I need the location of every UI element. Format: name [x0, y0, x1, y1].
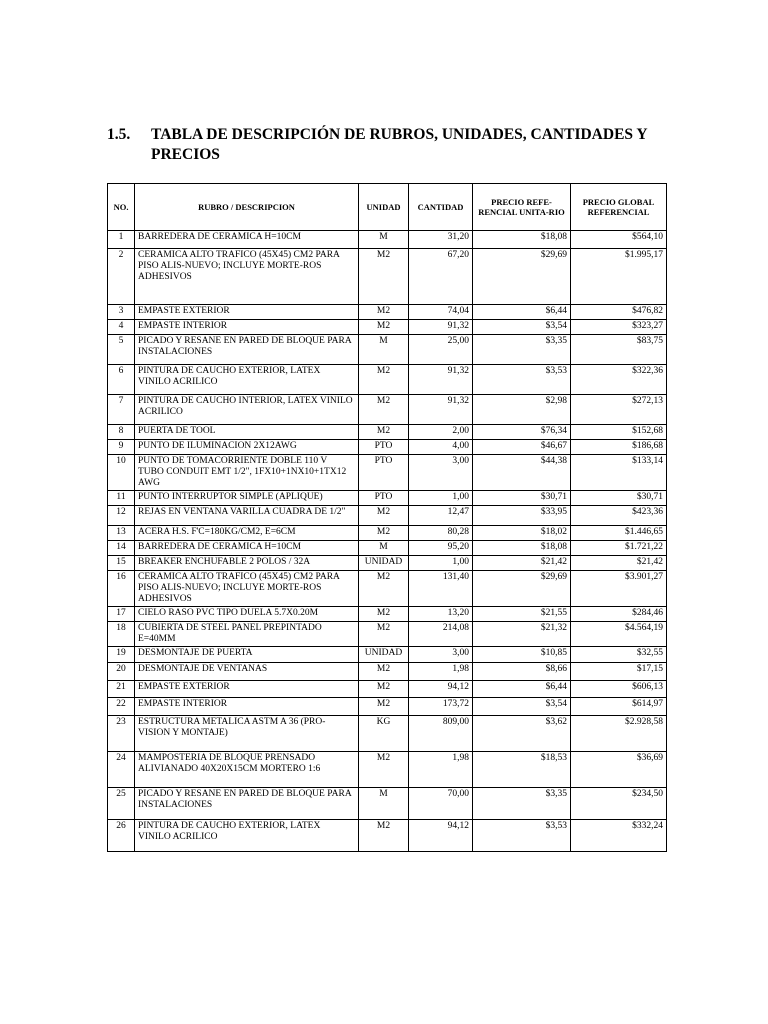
total-price-cell: $17,15 — [571, 663, 667, 681]
unit-cell: M2 — [359, 681, 409, 698]
total-price-cell: $272,13 — [571, 395, 667, 425]
total-price-cell: $322,36 — [571, 365, 667, 395]
unit-cell: UNIDAD — [359, 647, 409, 663]
rubro-description: EMPASTE EXTERIOR — [135, 681, 359, 698]
total-price-cell: $614,97 — [571, 698, 667, 716]
unit-cell: M2 — [359, 249, 409, 305]
rubro-description: DESMONTAJE DE PUERTA — [135, 647, 359, 663]
unit-price-cell: $3,54 — [473, 320, 571, 335]
total-price-cell: $21,42 — [571, 556, 667, 571]
unit-price-cell: $44,38 — [473, 455, 571, 491]
unit-price-cell: $29,69 — [473, 571, 571, 607]
total-price-cell: $284,46 — [571, 607, 667, 622]
row-number: 2 — [108, 249, 135, 305]
total-price-cell: $564,10 — [571, 231, 667, 249]
table-row — [108, 752, 667, 788]
total-price-cell: $133,14 — [571, 455, 667, 491]
quantity-cell: 1,00 — [409, 556, 473, 571]
table-row — [108, 788, 667, 820]
rubro-description: BARREDERA DE CERAMICA H=10CM — [135, 541, 359, 556]
header-unidad: UNIDAD — [359, 184, 409, 231]
total-price-cell: $476,82 — [571, 305, 667, 320]
unit-cell: UNIDAD — [359, 556, 409, 571]
rubro-description: DESMONTAJE DE VENTANAS — [135, 663, 359, 681]
quantity-cell: 94,12 — [409, 820, 473, 852]
table-row — [108, 231, 667, 249]
rubro-description: MAMPOSTERIA DE BLOQUE PRENSADO ALIVIANADO 40X20X15CM MORTERO 1:6 — [135, 752, 359, 788]
row-number: 16 — [108, 571, 135, 607]
unit-cell: M — [359, 335, 409, 365]
unit-price-cell: $33,95 — [473, 506, 571, 526]
table-row — [108, 455, 667, 491]
row-number: 21 — [108, 681, 135, 698]
total-price-cell: $332,24 — [571, 820, 667, 852]
total-price-cell: $1.721,22 — [571, 541, 667, 556]
rubro-description: PINTURA DE CAUCHO EXTERIOR, LATEX VINILO ACRILICO — [135, 365, 359, 395]
table-row — [108, 249, 667, 305]
row-number: 3 — [108, 305, 135, 320]
unit-price-cell: $2,98 — [473, 395, 571, 425]
quantity-cell: 131,40 — [409, 571, 473, 607]
quantity-cell: 91,32 — [409, 320, 473, 335]
quantity-cell: 1,00 — [409, 491, 473, 506]
rubro-description: CERAMICA ALTO TRAFICO (45X45) CM2 PARA PISO ALIS-NUEVO; INCLUYE MORTE-ROS ADHESIVOS — [135, 249, 359, 305]
rubro-description: PINTURA DE CAUCHO EXTERIOR, LATEX VINILO ACRILICO — [135, 820, 359, 852]
unit-price-cell: $3,53 — [473, 820, 571, 852]
row-number: 11 — [108, 491, 135, 506]
table-row — [108, 663, 667, 681]
table-row — [108, 506, 667, 526]
unit-price-cell: $18,53 — [473, 752, 571, 788]
unit-cell: M2 — [359, 320, 409, 335]
unit-price-cell: $3,35 — [473, 335, 571, 365]
rubro-description: ESTRUCTURA METALICA ASTM A 36 (PRO-VISION Y MONTAJE) — [135, 716, 359, 752]
quantity-cell: 94,12 — [409, 681, 473, 698]
quantity-cell: 809,00 — [409, 716, 473, 752]
quantity-cell: 12,47 — [409, 506, 473, 526]
quantity-cell: 13,20 — [409, 607, 473, 622]
quantity-cell: 4,00 — [409, 440, 473, 455]
table-body — [108, 231, 667, 852]
row-number: 19 — [108, 647, 135, 663]
rubro-description: PUERTA DE TOOL — [135, 425, 359, 440]
total-price-cell: $152,68 — [571, 425, 667, 440]
unit-cell: M2 — [359, 663, 409, 681]
unit-price-cell: $46,67 — [473, 440, 571, 455]
unit-price-cell: $30,71 — [473, 491, 571, 506]
quantity-cell: 91,32 — [409, 365, 473, 395]
table-row — [108, 622, 667, 647]
quantity-cell: 1,98 — [409, 752, 473, 788]
row-number: 8 — [108, 425, 135, 440]
quantity-cell: 173,72 — [409, 698, 473, 716]
unit-cell: M2 — [359, 752, 409, 788]
rubro-description: REJAS EN VENTANA VARILLA CUADRA DE 1/2" — [135, 506, 359, 526]
quantity-cell: 3,00 — [409, 455, 473, 491]
quantity-cell: 70,00 — [409, 788, 473, 820]
table-row — [108, 607, 667, 622]
quantity-cell: 31,20 — [409, 231, 473, 249]
row-number: 12 — [108, 506, 135, 526]
row-number: 18 — [108, 622, 135, 647]
row-number: 13 — [108, 526, 135, 541]
unit-price-cell: $3,53 — [473, 365, 571, 395]
unit-cell: M2 — [359, 526, 409, 541]
table-row — [108, 440, 667, 455]
row-number: 5 — [108, 335, 135, 365]
rubro-description: BREAKER ENCHUFABLE 2 POLOS / 32A — [135, 556, 359, 571]
quantity-cell: 91,32 — [409, 395, 473, 425]
unit-cell: M — [359, 231, 409, 249]
unit-price-cell: $18,02 — [473, 526, 571, 541]
table-row — [108, 681, 667, 698]
header-no: NO. — [108, 184, 135, 231]
unit-price-cell: $3,62 — [473, 716, 571, 752]
header-precio-global-referencial: PRECIO GLOBAL REFERENCIAL — [571, 184, 667, 231]
table-row — [108, 820, 667, 852]
unit-cell: M2 — [359, 425, 409, 440]
rubro-description: EMPASTE INTERIOR — [135, 698, 359, 716]
row-number: 25 — [108, 788, 135, 820]
row-number: 7 — [108, 395, 135, 425]
unit-price-cell: $6,44 — [473, 305, 571, 320]
rubro-description: PINTURA DE CAUCHO INTERIOR, LATEX VINILO ACRILICO — [135, 395, 359, 425]
quantity-cell: 95,20 — [409, 541, 473, 556]
rubro-description: EMPASTE INTERIOR — [135, 320, 359, 335]
unit-cell: M2 — [359, 622, 409, 647]
unit-cell: M2 — [359, 607, 409, 622]
row-number: 9 — [108, 440, 135, 455]
rubro-description: PUNTO INTERRUPTOR SIMPLE (APLIQUE) — [135, 491, 359, 506]
unit-cell: M2 — [359, 365, 409, 395]
table-row — [108, 335, 667, 365]
row-number: 4 — [108, 320, 135, 335]
header-cantidad: CANTIDAD — [409, 184, 473, 231]
unit-price-cell: $21,32 — [473, 622, 571, 647]
table-row — [108, 365, 667, 395]
section-number: 1.5. — [107, 126, 131, 143]
total-price-cell: $4.564,19 — [571, 622, 667, 647]
rubro-description: CUBIERTA DE STEEL PANEL PREPINTADO E=40MM — [135, 622, 359, 647]
quantity-cell: 3,00 — [409, 647, 473, 663]
unit-price-cell: $10,85 — [473, 647, 571, 663]
total-price-cell: $30,71 — [571, 491, 667, 506]
rubro-description: PUNTO DE TOMACORRIENTE DOBLE 110 V TUBO CONDUIT EMT 1/2", 1FX10+1NX10+1TX12 AWG — [135, 455, 359, 491]
row-number: 23 — [108, 716, 135, 752]
unit-cell: M2 — [359, 571, 409, 607]
unit-cell: M2 — [359, 698, 409, 716]
rubro-description: CIELO RASO PVC TIPO DUELA 5.7X0.20M — [135, 607, 359, 622]
table-row — [108, 526, 667, 541]
row-number: 24 — [108, 752, 135, 788]
table-row — [108, 320, 667, 335]
rubro-description: EMPASTE EXTERIOR — [135, 305, 359, 320]
total-price-cell: $234,50 — [571, 788, 667, 820]
quantity-cell: 74,04 — [409, 305, 473, 320]
total-price-cell: $323,27 — [571, 320, 667, 335]
table-row — [108, 541, 667, 556]
header-rubro: RUBRO / DESCRIPCION — [135, 184, 359, 231]
total-price-cell: $83,75 — [571, 335, 667, 365]
quantity-cell: 67,20 — [409, 249, 473, 305]
total-price-cell: $1.995,17 — [571, 249, 667, 305]
rubro-description: CERAMICA ALTO TRAFICO (45X45) CM2 PARA PISO ALIS-NUEVO; INCLUYE MORTE-ROS ADHESIVOS — [135, 571, 359, 607]
quantity-cell: 25,00 — [409, 335, 473, 365]
unit-price-cell: $3,54 — [473, 698, 571, 716]
unit-cell: PTO — [359, 491, 409, 506]
unit-cell: M2 — [359, 305, 409, 320]
table-row — [108, 698, 667, 716]
row-number: 1 — [108, 231, 135, 249]
table-row — [108, 425, 667, 440]
row-number: 14 — [108, 541, 135, 556]
unit-price-cell: $76,34 — [473, 425, 571, 440]
table-row — [108, 305, 667, 320]
table-header-row — [108, 184, 667, 231]
quantity-cell: 80,28 — [409, 526, 473, 541]
unit-cell: PTO — [359, 440, 409, 455]
table-row — [108, 647, 667, 663]
unit-cell: PTO — [359, 455, 409, 491]
rubro-description: PICADO Y RESANE EN PARED DE BLOQUE PARA INSTALACIONES — [135, 788, 359, 820]
row-number: 20 — [108, 663, 135, 681]
total-price-cell: $423,36 — [571, 506, 667, 526]
table-row — [108, 395, 667, 425]
rubros-table — [107, 183, 667, 852]
row-number: 6 — [108, 365, 135, 395]
rubro-description: ACERA H.S. F'C=180KG/CM2, E=6CM — [135, 526, 359, 541]
unit-price-cell: $18,08 — [473, 541, 571, 556]
quantity-cell: 2,00 — [409, 425, 473, 440]
row-number: 22 — [108, 698, 135, 716]
row-number: 26 — [108, 820, 135, 852]
total-price-cell: $186,68 — [571, 440, 667, 455]
unit-cell: M — [359, 541, 409, 556]
unit-cell: M2 — [359, 820, 409, 852]
section-title: TABLA DE DESCRIPCIÓN DE RUBROS, UNIDADES, CANTIDADES Y PRECIOS — [151, 126, 647, 163]
table-row — [108, 571, 667, 607]
total-price-cell: $32,55 — [571, 647, 667, 663]
unit-price-cell: $29,69 — [473, 249, 571, 305]
unit-cell: KG — [359, 716, 409, 752]
unit-cell: M2 — [359, 506, 409, 526]
total-price-cell: $1.446,65 — [571, 526, 667, 541]
table-row — [108, 716, 667, 752]
total-price-cell: $3.901,27 — [571, 571, 667, 607]
unit-cell: M — [359, 788, 409, 820]
unit-price-cell: $21,42 — [473, 556, 571, 571]
total-price-cell: $2.928,58 — [571, 716, 667, 752]
rubro-description: BARREDERA DE CERAMICA H=10CM — [135, 231, 359, 249]
unit-price-cell: $18,08 — [473, 231, 571, 249]
total-price-cell: $36,69 — [571, 752, 667, 788]
table-row — [108, 556, 667, 571]
row-number: 10 — [108, 455, 135, 491]
quantity-cell: 214,08 — [409, 622, 473, 647]
unit-cell: M2 — [359, 395, 409, 425]
unit-price-cell: $3,35 — [473, 788, 571, 820]
header-precio-referencial-unitario: PRECIO REFE-RENCIAL UNITA-RIO — [473, 184, 571, 231]
rubro-description: PICADO Y RESANE EN PARED DE BLOQUE PARA INSTALACIONES — [135, 335, 359, 365]
unit-price-cell: $6,44 — [473, 681, 571, 698]
row-number: 17 — [108, 607, 135, 622]
unit-price-cell: $21,55 — [473, 607, 571, 622]
table-row — [108, 491, 667, 506]
total-price-cell: $606,13 — [571, 681, 667, 698]
row-number: 15 — [108, 556, 135, 571]
rubro-description: PUNTO DE ILUMINACION 2X12AWG — [135, 440, 359, 455]
unit-price-cell: $8,66 — [473, 663, 571, 681]
quantity-cell: 1,98 — [409, 663, 473, 681]
